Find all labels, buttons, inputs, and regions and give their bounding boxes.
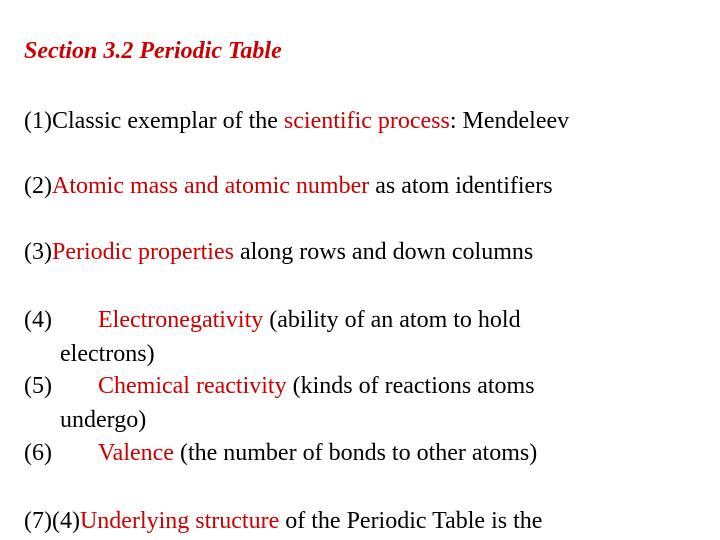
- item-7: [24, 505, 542, 537]
- item-text: : Mendeleev: [449, 108, 570, 134]
- item-text: along rows and down columns: [233, 239, 534, 265]
- item-text: (ability of an atom to hold: [263, 307, 521, 333]
- item-3: [24, 236, 533, 268]
- item-text: (the number of bonds to other atoms): [173, 440, 538, 466]
- item-highlight: Valence: [98, 440, 174, 466]
- item-text: Classic exemplar of the: [51, 108, 284, 134]
- item-highlight: scientific process: [283, 108, 450, 134]
- item-6: [24, 437, 537, 469]
- item-sub-number: (4): [51, 508, 80, 534]
- item-text: of the Periodic Table is the: [279, 508, 543, 534]
- item-number: (1): [24, 108, 52, 134]
- item-5-continuation: undergo): [60, 407, 147, 433]
- item-number: (7): [24, 508, 52, 534]
- item-1: [24, 105, 569, 137]
- item-text: (kinds of reactions atoms: [286, 373, 535, 399]
- item-5: [24, 370, 535, 402]
- item-number: (4): [24, 307, 52, 333]
- item-2: [24, 170, 553, 202]
- item-number: (2): [24, 173, 52, 199]
- item-highlight: Chemical reactivity: [98, 373, 287, 399]
- section-title: Section 3.2 Periodic Table: [24, 38, 282, 64]
- item-number: (5): [24, 373, 52, 399]
- item-number: (3): [24, 239, 52, 265]
- item-highlight: Underlying structure: [79, 508, 280, 534]
- item-highlight: Periodic properties: [51, 239, 234, 265]
- item-highlight: Atomic mass and atomic number: [51, 173, 370, 199]
- item-highlight: Electronegativity: [98, 307, 264, 333]
- item-4: [24, 304, 521, 336]
- item-text: as atom identifiers: [369, 173, 553, 199]
- item-number: (6): [24, 440, 52, 466]
- item-4-continuation: electrons): [60, 341, 155, 367]
